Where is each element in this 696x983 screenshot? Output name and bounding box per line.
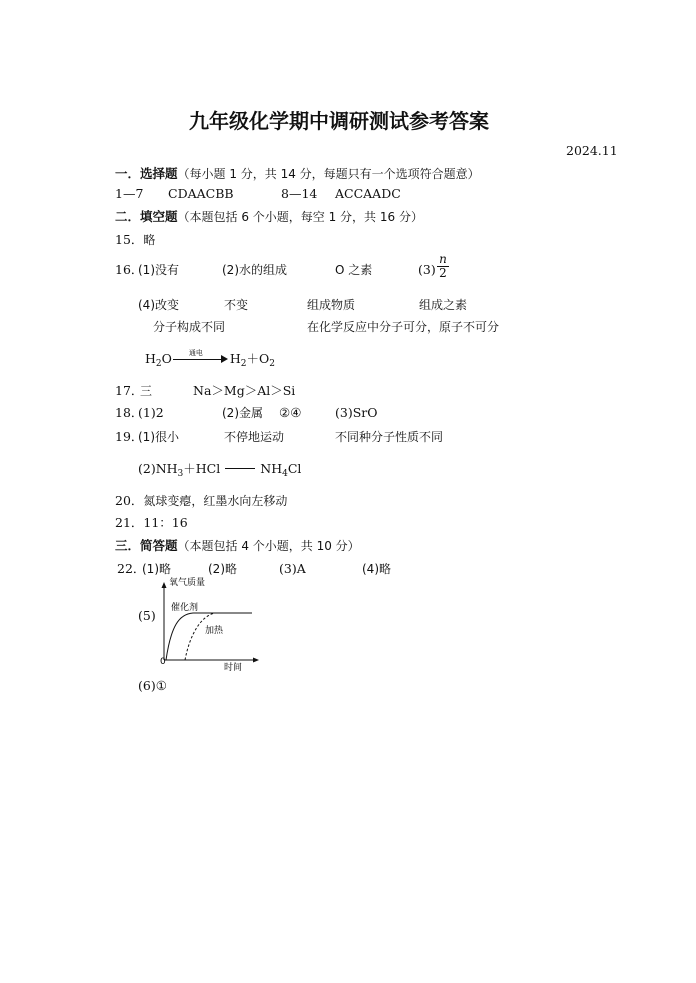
q16-a4-prefix: (3) [418,262,436,277]
arrow-line [173,359,223,360]
section1-line [115,166,480,182]
q22-a1: (1)略 [142,562,171,576]
q19-eq-end: Cl [287,461,302,476]
q22-a4: (4)略 [362,562,391,576]
q16-b2: 不变 [224,298,249,312]
eq-r1: H [229,351,241,366]
q19-eq-mid: ＋HCl [183,461,221,476]
q17-number: 17． [115,383,144,398]
arrow-head [221,355,228,363]
graph-origin: 0 [160,657,166,667]
q15-line [115,232,155,248]
catalyst-label: 催化剂 [171,603,199,613]
q19-eq-sub2: 4 [282,469,288,479]
q19-equation [138,461,301,477]
page-title: 九年级化学期中调研测试参考答案 [189,109,489,133]
q8-14-answers: ACCAADC [335,186,401,201]
q22-a5: (5) [138,608,156,623]
oxygen-mass-graph [155,574,265,672]
q19-eq-sub1: 3 [177,469,184,479]
section2-line [115,209,423,225]
date-label: 2024.11 [566,143,618,158]
q16-b1: (4)改变 [138,298,179,312]
eq-condition: 通电 [188,349,203,357]
graph-ylabel: 氧气质量 [169,578,206,588]
catalyst-curve [166,613,252,660]
q19-eq-prefix: (2)NH [138,461,178,476]
q16-c1: 分子构成不同 [153,320,226,334]
eq-plus: ＋O [246,351,270,366]
graph-xlabel: 时间 [224,663,243,672]
q18-a4: (3)SrO [335,405,378,420]
eq-left-h: H [145,351,156,366]
q16-a2: (2)水的组成 [222,263,287,277]
q22-a3: (3)A [279,561,306,576]
section2-note: （本题包括 6 个小题，每空 1 分，共 16 分） [177,210,423,224]
q17-a2: Na＞Mg＞Al＞Si [193,383,296,398]
eq-r1-sub: 2 [240,359,247,369]
q16-a3: O 之素 [335,263,373,277]
q19-a3: 不同种分子性质不同 [335,430,444,444]
q22-a6: (6)① [138,678,167,693]
q15-answer: 略 [143,233,156,247]
section3-line [115,538,360,554]
q16-number: 16． [115,262,144,277]
q19-eq-right: NH [260,461,283,476]
equals-bar [225,468,255,469]
q18-number: 18． [115,405,144,420]
q20-line [115,493,287,509]
q1-7-answers: CDAACBB [168,186,234,201]
q16-c2: 在化学反应中分子可分，原子不可分 [307,320,500,334]
heating-curve [185,613,215,660]
q15-number: 15． [115,232,144,247]
section1-heading: 一．选择题 [115,166,178,181]
reaction-arrow [173,349,229,363]
q19-number: 19． [115,429,144,444]
y-axis-arrow [162,582,167,588]
eq-left-sub: 2 [155,359,162,369]
q16-b3: 组成物质 [307,298,356,312]
q21-number: 21． [115,515,144,530]
q16-fraction [437,253,449,280]
q18-a1: (1)2 [138,405,164,420]
q19-a2: 不停地运动 [224,430,285,444]
q20-number: 20． [115,493,144,508]
q21-answer: 11：16 [143,515,188,530]
heating-label: 加热 [205,626,224,636]
q18-a3: ②④ [279,405,302,420]
q22-number: 22． [117,561,146,576]
q22-a2: (2)略 [208,562,237,576]
q18-a2: (2)金属 [222,406,263,420]
section3-heading: 三．简答题 [115,538,178,553]
q21-line [115,515,188,531]
q19-a1: (1)很小 [138,430,179,444]
eq-left-o: O [161,351,172,366]
section3-note: （本题包括 4 个小题，共 10 分） [177,539,360,553]
q8-14-range: 8—14 [281,186,318,201]
q16-b4: 组成之素 [419,298,468,312]
section2-heading: 二．填空题 [115,209,178,224]
q1-7-range: 1—7 [115,186,144,201]
x-axis-arrow [253,658,259,663]
fraction-numerator: n [437,253,449,267]
q16-equation [145,351,275,367]
eq-r2-sub: 2 [269,359,276,369]
section1-note: （每小题 1 分，共 14 分，每题只有一个选项符合题意） [177,167,480,181]
q20-answer: 氮球变瘪，红墨水向左移动 [143,494,288,508]
q16-a1: (1)没有 [138,263,179,277]
q17-a1: 三 [140,384,153,398]
fraction-denominator: 2 [439,266,447,280]
